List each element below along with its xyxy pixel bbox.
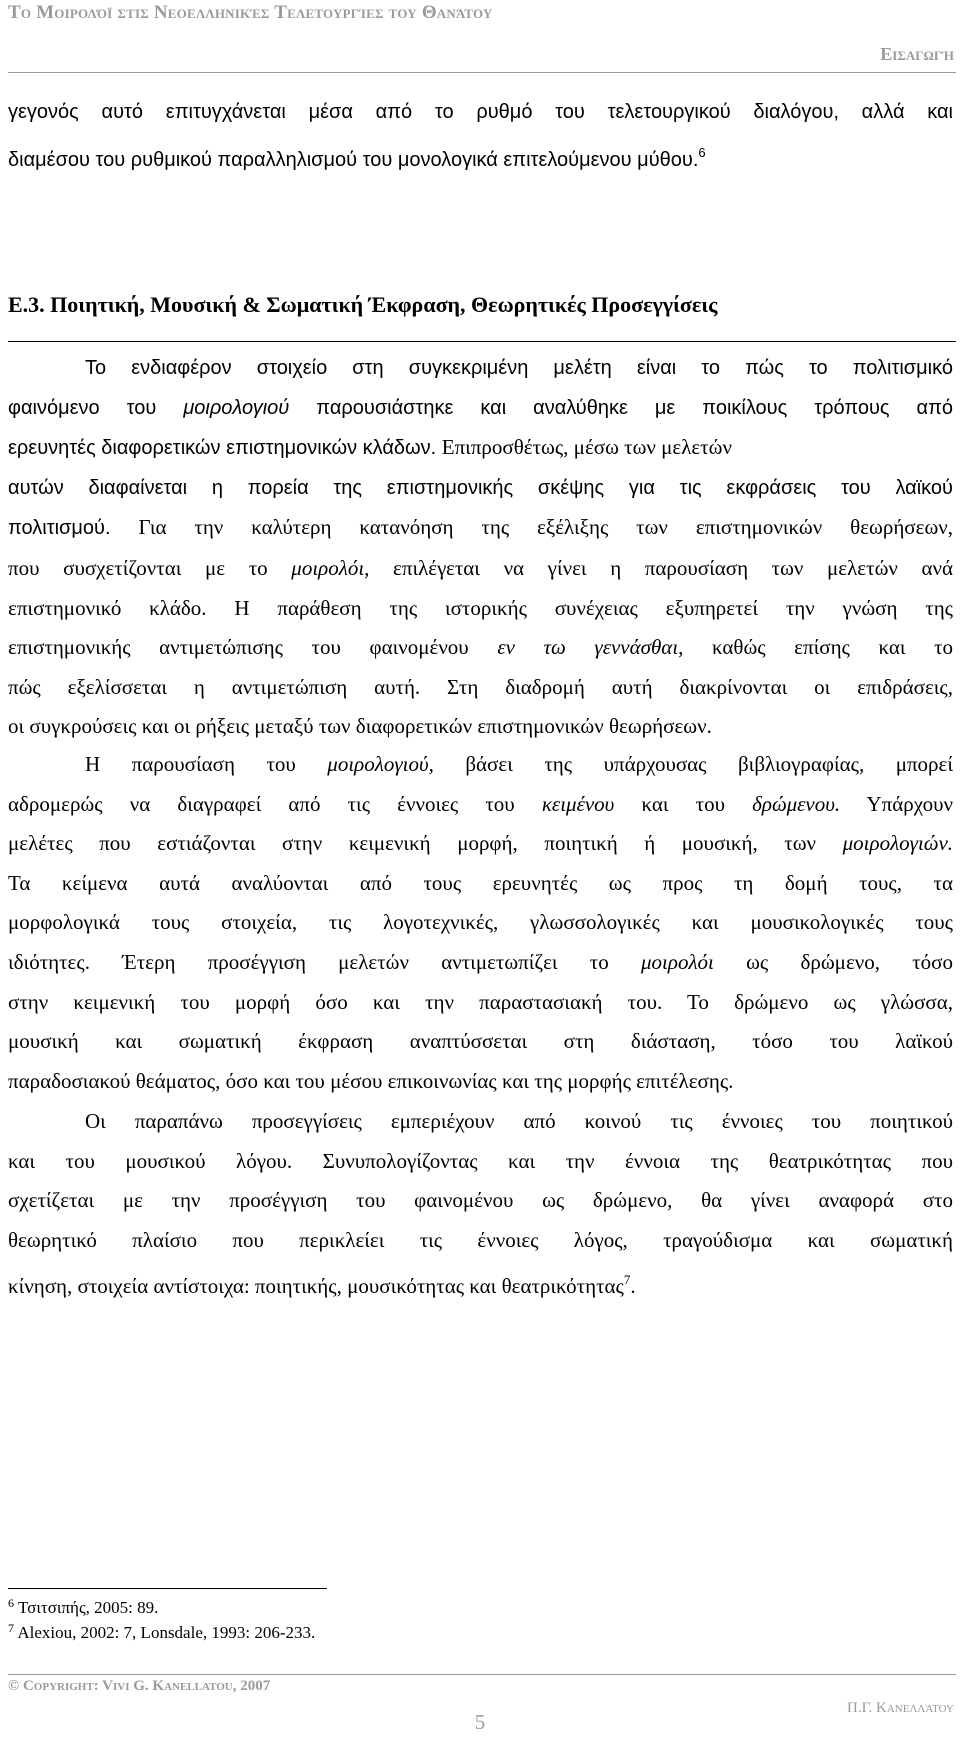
text-line: μελέτες που εστιάζονται στην κειμενική μορφή, ποιητική ή μουσική, των μοιρολογιών. — [8, 831, 954, 856]
page-number: 5 — [474, 1710, 486, 1734]
emphasis: μοιρολογιών. — [842, 831, 954, 856]
footnote-ref: 6 — [698, 144, 706, 160]
text-line: αυτών διαφαίνεται η πορεία της επιστημονικής σκέψης για τις εκφράσεις του λαϊκού — [8, 476, 953, 499]
footer-author: Π.Γ. Κανελλάτου — [847, 1700, 954, 1716]
text-line: Οι παραπάνω προσεγγίσεις εμπεριέχουν από κοινού τις έννοιες του ποιητικού — [85, 1109, 953, 1133]
text-line: ιδιότητες. Έτερη προσέγγιση μελετών αντιμετωπίζει το μοιρολόι ως δρώμενο, τόσο — [8, 949, 953, 974]
text-line: οι συγκρούσεις και οι ρήξεις μεταξύ των διαφορετικών επιστημονικών θεωρήσεων. — [8, 714, 712, 739]
text-line: φαινόμενο του μοιρολογιού παρουσιάστηκε και αναλύθηκε με ποικίλους τρόπους από — [8, 396, 953, 419]
emphasis: μοιρολογιού — [183, 396, 290, 419]
text-line: ερευνητές διαφορετικών επιστημονικών κλάδων. Επιπροσθέτως, μέσω των μελετών — [8, 435, 732, 460]
text-line: γεγονός αυτό επιτυγχάνεται μέσα από το ρυθμό του τελετουργικού διαλόγου, αλλά και — [8, 101, 953, 123]
text-line: πώς εξελίσσεται η αντιμετώπιση αυτή. Στη διαδρομή αυτή διακρίνονται οι επιδράσεις, — [8, 674, 953, 699]
emphasis: μοιρολόι — [291, 555, 365, 580]
intro-paragraph — [8, 93, 953, 180]
running-header-title: Το Μοιρολόϊ στις Νεοελληνικές Τελετουργίες του Θανάτου — [8, 2, 493, 23]
paragraph-2 — [8, 745, 953, 1101]
text-line: αδρομερώς να διαγραφεί από τις έννοιες του κειμένου και του δρώμενου. Υπάρχουν — [8, 791, 954, 816]
text-line: επιστημονικής αντιμετώπισης του φαινομένου εν τω γεννάσθαι, καθώς επίσης και το — [8, 635, 954, 660]
footnote: $^7$ Alexiou, 2002: 7, Lonsdale, 1993: 206-233. — [8, 1621, 316, 1642]
text-line: μορφολογικά τους στοιχεία, τις λογοτεχνικές, γλωσσολογικές και μουσικολογικές τους — [8, 910, 953, 935]
footnote-ref: 7 — [623, 1272, 631, 1288]
text-line: Το ενδιαφέρον στοιχείο στη συγκεκριμένη μελέτη είναι το πώς το πολιτισμικό — [85, 357, 953, 379]
text-line: Η παρουσίαση του μοιρολογιού, βάσει της υπάρχουσας βιβλιογραφίας, μπορεί — [85, 752, 954, 776]
footer-copyright: © Copyright: Vivi G. Kanellatou, 2007 — [8, 1678, 271, 1694]
footnote: $^6$ Τσιτσιπής, 2005: 89. — [8, 1596, 159, 1617]
section-heading: Ε.3. Ποιητική, Μουσική & Σωματική Έκφραση, Θεωρητικές Προσεγγίσεις — [8, 292, 718, 317]
emphasis: εν τω γεννάσθαι — [497, 635, 679, 660]
text-line: που συσχετίζονται με το μοιρολόι, επιλέγεται να γίνει η παρουσίαση των μελετών ανά — [8, 555, 954, 580]
header-divider — [8, 72, 956, 73]
emphasis: μοιρολογιού, — [327, 752, 434, 776]
footnotes — [8, 1593, 315, 1643]
text-line: θεωρητικό πλαίσιο που περικλείει τις έννοιες λόγος, τραγούδισμα και σωματική — [8, 1227, 953, 1252]
text-line: κίνηση, στοιχεία αντίστοιχα: ποιητικής, μουσικότητας και θεατρικότητας$^7$. — [8, 1272, 636, 1299]
emphasis: δρώμενου. — [752, 791, 841, 816]
text-line: πολιτισμού. Για την καλύτερη κατανόηση της εξέλιξης των επιστημονικών θεωρήσεων, — [8, 515, 954, 540]
text-line: διαμέσου του ρυθμικού παραλληλισμού του μονολογικά επιτελούμενου μύθου.$^6$ — [8, 144, 706, 171]
paragraph-3 — [8, 1102, 953, 1307]
text-line: επιστημονικό κλάδο. Η παράθεση της ιστορικής συνέχειας εξυπηρετεί την γνώση της — [8, 595, 953, 620]
footer-divider — [8, 1674, 956, 1675]
paragraph-1 — [8, 349, 953, 747]
text-line: σχετίζεται με την προσέγγιση του φαινομένου ως δρώμενο, θα γίνει αναφορά στο — [8, 1188, 953, 1213]
emphasis: κειμένου — [541, 791, 615, 816]
running-header-section: Εισαγωγή — [880, 44, 954, 64]
text-line: στην κειμενική του μορφή όσο και την παραστασιακή του. Το δρώμενο ως γλώσσα, — [8, 989, 953, 1014]
text-line: παραδοσιακού θεάματος, όσο και του μέσου επικοινωνίας και της μορφής επιτέλεσης. — [8, 1068, 734, 1093]
heading-divider — [8, 341, 956, 342]
footnote-separator — [8, 1588, 327, 1589]
text-line: μουσική και σωματική έκφραση αναπτύσσεται στη διάσταση, τόσο του λαϊκού — [8, 1029, 953, 1054]
text-line: Τα κείμενα αυτά αναλύονται από τους ερευνητές ως προς τη δομή τους, τα — [8, 870, 953, 895]
emphasis: μοιρολόι — [640, 949, 714, 974]
text-line: και του μουσικού λόγου. Συνυπολογίζοντας και την έννοια της θεατρικότητας που — [8, 1148, 953, 1173]
